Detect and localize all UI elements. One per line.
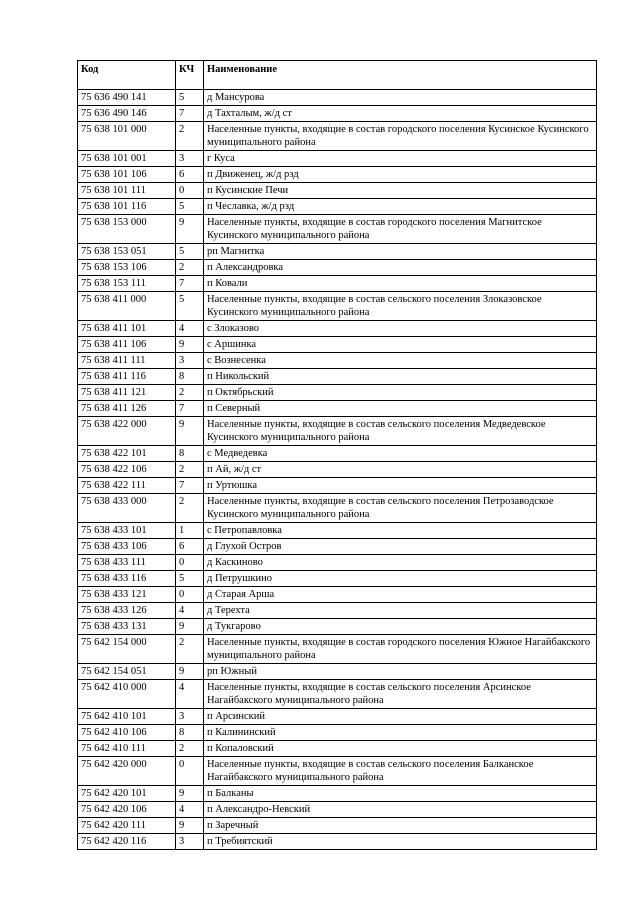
cell-name: Населенные пункты, входящие в состав сельского поселения Арсинское Нагайбакского муниципального района: [204, 680, 597, 709]
cell-kch: 2: [176, 122, 204, 151]
cell-kch: 5: [176, 292, 204, 321]
cell-code: 75 638 422 101: [78, 446, 176, 462]
cell-kch: 9: [176, 337, 204, 353]
cell-code: 75 638 411 101: [78, 321, 176, 337]
cell-name: п Калининский: [204, 725, 597, 741]
cell-kch: 2: [176, 462, 204, 478]
cell-code: 75 642 410 101: [78, 709, 176, 725]
cell-kch: 3: [176, 151, 204, 167]
cell-kch: 0: [176, 555, 204, 571]
cell-kch: 4: [176, 802, 204, 818]
table-row: [78, 369, 597, 385]
table-row: [78, 757, 597, 786]
cell-name: с Аршинка: [204, 337, 597, 353]
cell-code: 75 638 101 111: [78, 183, 176, 199]
table-row: [78, 741, 597, 757]
cell-code: 75 638 433 106: [78, 539, 176, 555]
cell-name: г Куса: [204, 151, 597, 167]
cell-kch: 9: [176, 664, 204, 680]
table-row: [78, 90, 597, 106]
table-row: [78, 709, 597, 725]
cell-name: рп Магнитка: [204, 244, 597, 260]
cell-name: п Уртюшка: [204, 478, 597, 494]
cell-kch: 2: [176, 635, 204, 664]
table-row: [78, 337, 597, 353]
cell-name: с Злоказово: [204, 321, 597, 337]
cell-kch: 8: [176, 369, 204, 385]
table-row: [78, 834, 597, 850]
cell-kch: 9: [176, 786, 204, 802]
cell-kch: 7: [176, 478, 204, 494]
cell-kch: 6: [176, 167, 204, 183]
cell-kch: 0: [176, 757, 204, 786]
cell-code: 75 638 433 131: [78, 619, 176, 635]
cell-code: 75 642 420 116: [78, 834, 176, 850]
cell-name: п Движенец, ж/д рзд: [204, 167, 597, 183]
cell-code: 75 642 154 051: [78, 664, 176, 680]
cell-kch: 8: [176, 446, 204, 462]
cell-name: с Петропавловка: [204, 523, 597, 539]
cell-code: 75 638 101 001: [78, 151, 176, 167]
cell-name: Населенные пункты, входящие в состав сельского поселения Балканское Нагайбакского муниципального района: [204, 757, 597, 786]
table-row: [78, 603, 597, 619]
table-row: [78, 680, 597, 709]
table-row: [78, 167, 597, 183]
cell-kch: 7: [176, 276, 204, 292]
cell-code: 75 638 411 126: [78, 401, 176, 417]
table-row: [78, 523, 597, 539]
cell-name: п Никольский: [204, 369, 597, 385]
cell-name: п Чеславка, ж/д рзд: [204, 199, 597, 215]
cell-name: Населенные пункты, входящие в состав городского поселения Магнитское Кусинского муниципального района: [204, 215, 597, 244]
cell-kch: 5: [176, 90, 204, 106]
cell-kch: 7: [176, 106, 204, 122]
table-row: [78, 244, 597, 260]
cell-kch: 9: [176, 215, 204, 244]
cell-code: 75 638 422 106: [78, 462, 176, 478]
cell-name: д Старая Арша: [204, 587, 597, 603]
cell-name: д Глухой Остров: [204, 539, 597, 555]
cell-code: 75 636 490 146: [78, 106, 176, 122]
table-row: [78, 260, 597, 276]
table-header: [78, 61, 597, 90]
cell-code: 75 638 153 051: [78, 244, 176, 260]
table-row: [78, 199, 597, 215]
header-kch: КЧ: [176, 61, 204, 90]
table-row: [78, 664, 597, 680]
table-row: [78, 494, 597, 523]
table-row: [78, 215, 597, 244]
table-row: [78, 276, 597, 292]
cell-name: п Требиятский: [204, 834, 597, 850]
table-row: [78, 478, 597, 494]
cell-name: п Копаловский: [204, 741, 597, 757]
cell-code: 75 638 433 116: [78, 571, 176, 587]
cell-code: 75 638 433 111: [78, 555, 176, 571]
cell-kch: 2: [176, 494, 204, 523]
cell-code: 75 638 433 121: [78, 587, 176, 603]
cell-code: 75 642 420 111: [78, 818, 176, 834]
cell-name: с Вознесенка: [204, 353, 597, 369]
cell-kch: 3: [176, 834, 204, 850]
cell-name: п Ай, ж/д ст: [204, 462, 597, 478]
cell-code: 75 638 153 106: [78, 260, 176, 276]
cell-code: 75 638 411 111: [78, 353, 176, 369]
cell-code: 75 638 411 121: [78, 385, 176, 401]
cell-kch: 9: [176, 818, 204, 834]
cell-code: 75 638 101 000: [78, 122, 176, 151]
cell-code: 75 636 490 141: [78, 90, 176, 106]
header-row: [78, 61, 597, 90]
cell-name: п Октябрьский: [204, 385, 597, 401]
cell-code: 75 638 433 101: [78, 523, 176, 539]
cell-kch: 9: [176, 417, 204, 446]
cell-name: Населенные пункты, входящие в состав сельского поселения Петрозаводское Кусинского муниципального района: [204, 494, 597, 523]
table-row: [78, 635, 597, 664]
cell-kch: 2: [176, 385, 204, 401]
table-row: [78, 619, 597, 635]
cell-code: 75 638 153 111: [78, 276, 176, 292]
table-row: [78, 802, 597, 818]
cell-name: с Медведевка: [204, 446, 597, 462]
cell-name: п Александровка: [204, 260, 597, 276]
cell-name: д Мансурова: [204, 90, 597, 106]
cell-kch: 3: [176, 709, 204, 725]
cell-name: Населенные пункты, входящие в состав сельского поселения Злоказовское Кусинского муниципального района: [204, 292, 597, 321]
cell-kch: 4: [176, 680, 204, 709]
cell-kch: 5: [176, 244, 204, 260]
cell-code: 75 642 420 106: [78, 802, 176, 818]
cell-kch: 1: [176, 523, 204, 539]
table-row: [78, 385, 597, 401]
cell-kch: 4: [176, 603, 204, 619]
cell-kch: 2: [176, 260, 204, 276]
cell-code: 75 638 433 126: [78, 603, 176, 619]
table-row: [78, 818, 597, 834]
table-row: [78, 292, 597, 321]
table-row: [78, 401, 597, 417]
cell-name: п Кусинские Печи: [204, 183, 597, 199]
cell-name: п Арсинский: [204, 709, 597, 725]
cell-name: п Ковали: [204, 276, 597, 292]
table-row: [78, 786, 597, 802]
cell-code: 75 642 420 101: [78, 786, 176, 802]
cell-name: д Терехта: [204, 603, 597, 619]
cell-kch: 3: [176, 353, 204, 369]
table-row: [78, 539, 597, 555]
cell-name: п Балканы: [204, 786, 597, 802]
table-row: [78, 353, 597, 369]
cell-code: 75 638 411 116: [78, 369, 176, 385]
cell-name: д Тукгарово: [204, 619, 597, 635]
table-row: [78, 571, 597, 587]
cell-code: 75 642 420 000: [78, 757, 176, 786]
cell-name: Населенные пункты, входящие в состав городского поселения Южное Нагайбакского муниципального района: [204, 635, 597, 664]
table-row: [78, 417, 597, 446]
table-row: [78, 587, 597, 603]
cell-name: п Северный: [204, 401, 597, 417]
table-row: [78, 725, 597, 741]
cell-kch: 9: [176, 619, 204, 635]
table-body: [78, 90, 597, 850]
cell-code: 75 638 411 000: [78, 292, 176, 321]
cell-name: п Заречный: [204, 818, 597, 834]
table-row: [78, 321, 597, 337]
table-row: [78, 106, 597, 122]
table-row: [78, 462, 597, 478]
cell-name: Населенные пункты, входящие в состав городского поселения Кусинское Кусинского муниципального района: [204, 122, 597, 151]
cell-kch: 2: [176, 741, 204, 757]
table-row: [78, 151, 597, 167]
header-code: Код: [78, 61, 176, 90]
cell-code: 75 638 153 000: [78, 215, 176, 244]
cell-code: 75 638 411 106: [78, 337, 176, 353]
cell-name: п Александро-Невский: [204, 802, 597, 818]
cell-code: 75 642 410 106: [78, 725, 176, 741]
cell-code: 75 638 101 106: [78, 167, 176, 183]
table-row: [78, 446, 597, 462]
table-row: [78, 122, 597, 151]
cell-code: 75 638 101 116: [78, 199, 176, 215]
cell-kch: 0: [176, 587, 204, 603]
cell-name: рп Южный: [204, 664, 597, 680]
cell-code: 75 642 410 000: [78, 680, 176, 709]
table-row: [78, 555, 597, 571]
cell-kch: 5: [176, 571, 204, 587]
cell-name: д Петрушкино: [204, 571, 597, 587]
cell-kch: 8: [176, 725, 204, 741]
cell-kch: 0: [176, 183, 204, 199]
cell-name: Населенные пункты, входящие в состав сельского поселения Медведевское Кусинского муниципального района: [204, 417, 597, 446]
table-row: [78, 183, 597, 199]
cell-kch: 4: [176, 321, 204, 337]
oktmo-codes-table: [77, 60, 597, 850]
cell-code: 75 642 410 111: [78, 741, 176, 757]
cell-kch: 7: [176, 401, 204, 417]
cell-kch: 5: [176, 199, 204, 215]
cell-name: д Каскиново: [204, 555, 597, 571]
header-name: Наименование: [204, 61, 597, 90]
cell-kch: 6: [176, 539, 204, 555]
cell-code: 75 642 154 000: [78, 635, 176, 664]
cell-code: 75 638 433 000: [78, 494, 176, 523]
cell-code: 75 638 422 000: [78, 417, 176, 446]
cell-code: 75 638 422 111: [78, 478, 176, 494]
cell-name: д Тахталым, ж/д ст: [204, 106, 597, 122]
